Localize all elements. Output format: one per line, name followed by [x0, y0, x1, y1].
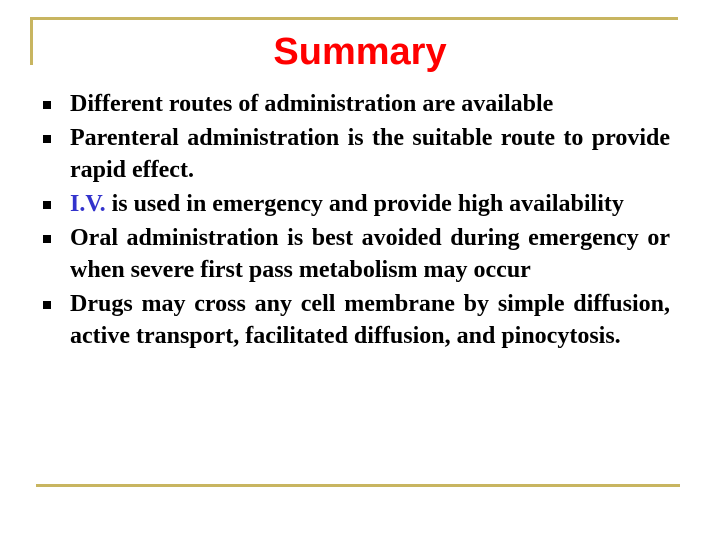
bullet-text: Drugs may cross any cell membrane by simple diffusion, active transport, facilitated diffusion, and pinocytosis. [70, 291, 670, 349]
bullet-list [40, 88, 670, 354]
bullet-text: Oral administration is best avoided during emergency or when severe first pass metabolism may occur [70, 225, 670, 283]
bullet-item-4 [40, 222, 670, 286]
bullet-text: Different routes of administration are available [70, 91, 554, 117]
bullet-item-5 [40, 288, 670, 352]
square-bullet-icon [43, 301, 51, 309]
bottom-border-line [36, 484, 680, 487]
bullet-text: Parenteral administration is the suitable route to provide rapid effect. [70, 125, 670, 183]
slide-title: Summary [273, 31, 447, 73]
top-border-line [30, 17, 678, 20]
bullet-item-2 [40, 122, 670, 186]
bullet-highlight: I.V. [70, 191, 106, 217]
bullet-item-1 [40, 88, 670, 120]
square-bullet-icon [43, 135, 51, 143]
square-bullet-icon [43, 201, 51, 209]
square-bullet-icon [43, 235, 51, 243]
square-bullet-icon [43, 101, 51, 109]
bullet-item-3 [40, 188, 670, 220]
bullet-text: is used in emergency and provide high availability [105, 191, 624, 217]
